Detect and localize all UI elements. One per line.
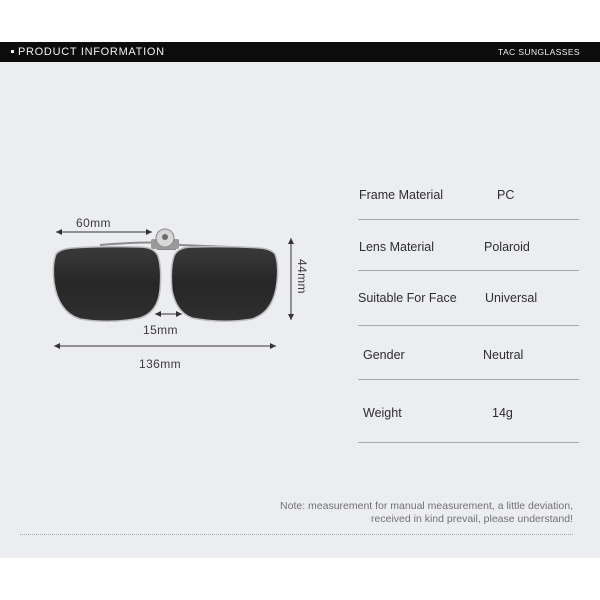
right-lens [171,247,277,322]
clip-hinge-center [162,234,168,240]
header-brand: TAC SUNGLASSES [498,47,580,57]
product-info-panel [0,42,600,558]
lens-width-label: 60mm [76,216,111,230]
spec-key: Suitable For Face [358,291,457,305]
spec-key: Frame Material [359,188,444,202]
note-line-2: received in kind prevail, please understand! [371,513,573,525]
spec-row-gender [358,348,580,368]
spec-divider [358,442,579,443]
spec-value: 14g [492,406,513,420]
spec-value: PC [497,188,515,202]
left-lens [53,247,160,322]
spec-value: Polaroid [484,240,530,254]
header-title-text: PRODUCT INFORMATION [18,46,165,58]
spec-divider [358,219,579,220]
lens-height-label: 44mm [295,259,309,294]
spec-row-frame-material [358,188,580,208]
spec-divider [358,270,579,271]
note-line-1: Note: measurement for manual measurement, a little deviation, [280,500,573,512]
spec-divider [358,379,579,380]
spec-row-lens-material [358,240,580,260]
spec-row-suitable-face [358,291,580,311]
measurement-note [213,500,573,526]
dotted-divider [20,534,573,535]
spec-divider [358,325,579,326]
total-width-label: 136mm [139,357,182,371]
spec-key: Gender [363,348,405,362]
spec-value: Universal [485,291,538,305]
spec-value: Neutral [483,348,524,362]
bridge-label: 15mm [143,323,178,337]
spec-key: Lens Material [359,240,435,254]
spec-row-weight [358,406,580,426]
spec-key: Weight [363,406,402,420]
